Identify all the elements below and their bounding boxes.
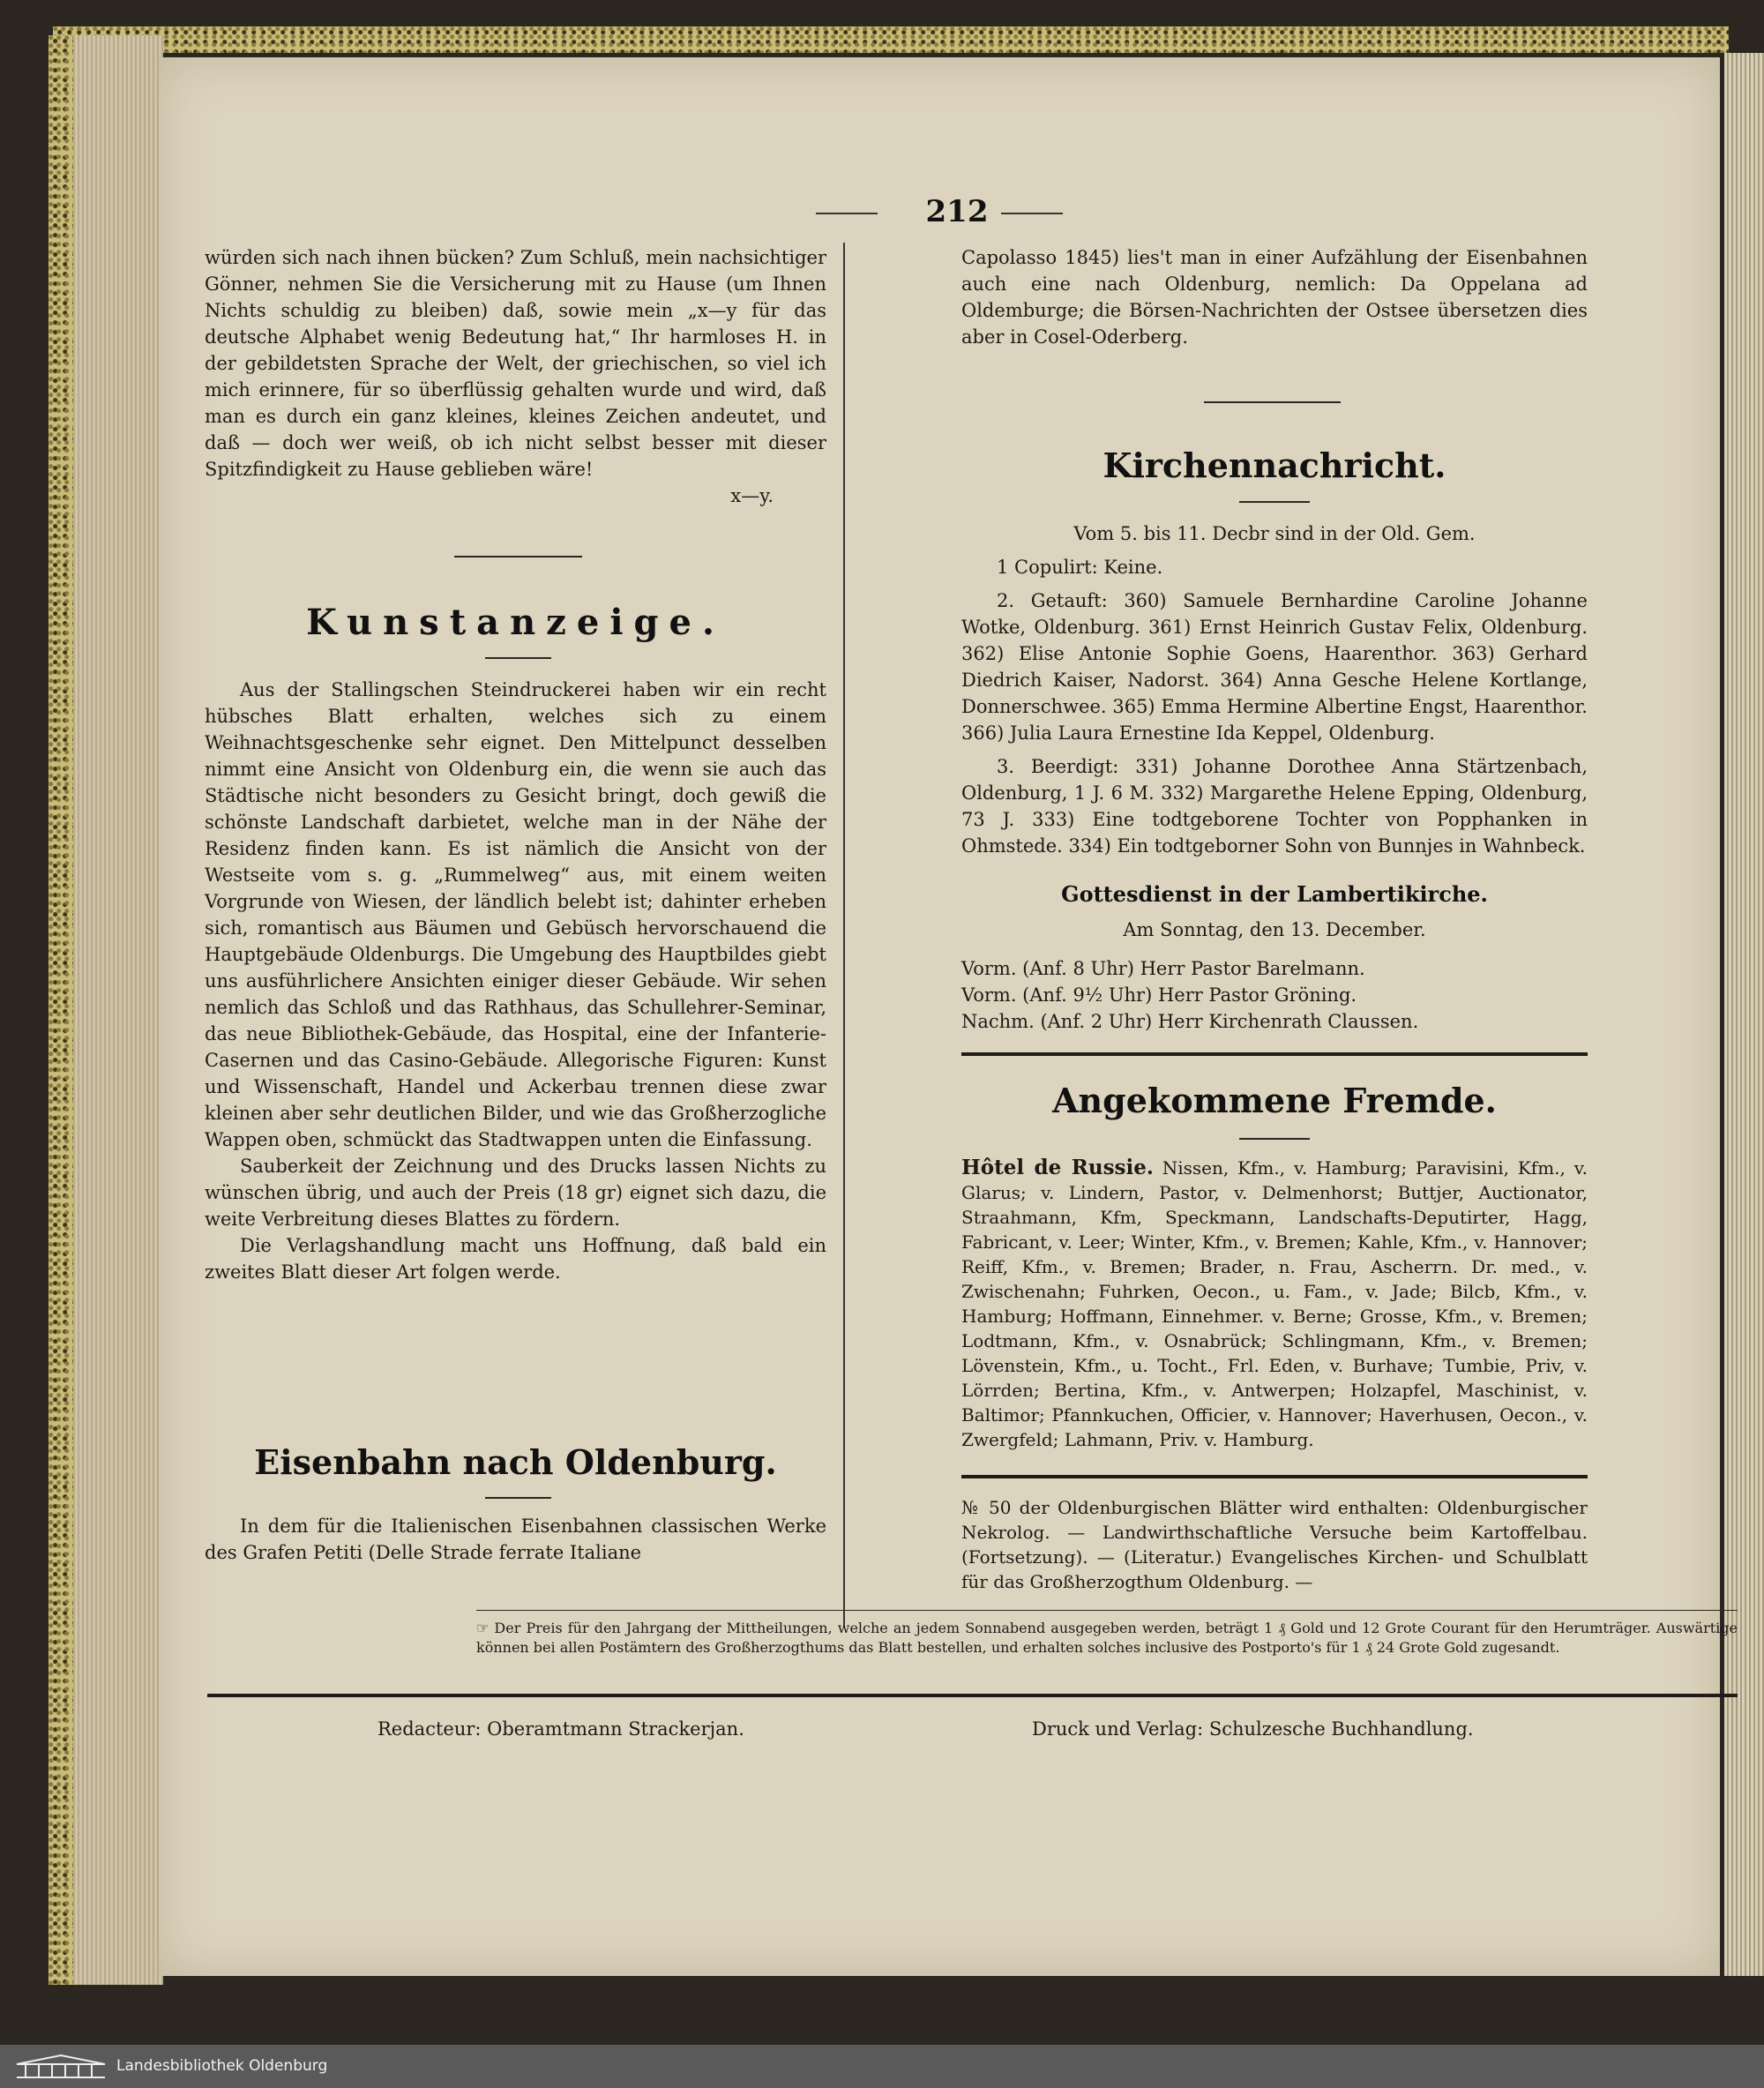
book-cover-top-edge xyxy=(53,26,1729,53)
service-item: Vorm. (Anf. 8 Uhr) Herr Pastor Barelmann. xyxy=(961,958,1365,979)
newspaper-page xyxy=(159,57,1738,1976)
kunstanzeige-paragraph-1: Aus der Stallingschen Steindruckerei haben wir ein recht hübsches Blatt erhalten, welches sich zu einem Weihnachtsgeschenke sehr eignet. Den Mittelpunct desselben nimmt eine Ansicht von Oldenburg ein, die wenn sie auch das Städtische nicht besonders zu Gesicht bringt, doch gewiß die schönste Landschaft darbietet, welche man in der Nähe der Residenz finden kann. Es ist nämlich die Ansicht von der Westseite vom s. g. „Rummelweg“ aus, mit einem weiten Vorgrunde von Wiesen, der ländlich belebt ist; dahinter erheben sich, romantisch aus Bäumen und Gebüsch hervorschauend die Hauptgebäude Oldenburgs. Die Umgebung des Hauptbildes giebt uns ausführlichere Ansichten einiger dieser Gebäude. Wir sehen nemlich das Schloß und das Rathhaus, das Schullehrer-Seminar, das neue Bibliothek-Gebäude, das Hospital, eine der Infanterie-Casernen und das Casino-Gebäude. Allegorische Figuren: Kunst und Wissenschaft, Handel und Ackerbau trennen diese zwar kleinen aber sehr deutlichen Bilder, und wie das Großherzogliche Wappen oben, schmückt das Stadtwappen unten die Einfassung. xyxy=(205,679,826,1150)
imprint-rule xyxy=(207,1694,1738,1697)
right-separator-rule xyxy=(1204,401,1341,403)
fremde-top-rule xyxy=(961,1052,1588,1056)
fremde-body xyxy=(961,1156,1588,1452)
beerdigt-text: 3. Beerdigt: 331) Johanne Dorothee Anna Stärtzenbach, Oldenburg, 1 J. 6 M. 332) Margarethe Helene Epping, Oldenburg, 73 J. 333) Eine todtgeborene Tochter von Popphanken in Ohmstede. 334) Ein todtgeborner Sohn von Bunnjes in Wahnbeck. xyxy=(961,756,1588,857)
kirchennachricht-title: Kirchennachricht. xyxy=(1102,445,1446,485)
imprint-redacteur: Redacteur: Oberamtmann Strackerjan. xyxy=(377,1718,744,1740)
eisenbahn-continued: Capolasso 1845) lies't man in einer Aufzählung der Eisenbahnen auch eine nach Oldenburg, nemlich: Da Oppelana ad Oldemburge; die Börsen-Nachrichten der Ostsee übersetzen dies aber in Cosel-Oderberg. xyxy=(961,247,1588,348)
intro-signature: x—y. xyxy=(730,485,774,506)
kunstanzeige-rule xyxy=(485,657,551,659)
kirchennachricht-rule xyxy=(1239,501,1310,503)
imprint-druck: Druck und Verlag: Schulzesche Buchhandlung. xyxy=(1032,1718,1474,1740)
gottesdienst-services xyxy=(961,955,1588,1035)
kunstanzeige-title: Kunstanzeige. xyxy=(306,602,725,643)
hotel-name: Hôtel de Russie. xyxy=(961,1156,1154,1179)
library-footer-bar xyxy=(0,2045,1764,2088)
kirchennachricht-body xyxy=(961,554,1588,859)
service-item: Vorm. (Anf. 9½ Uhr) Herr Pastor Gröning. xyxy=(961,984,1357,1006)
eisenbahn-body xyxy=(205,1513,826,1566)
kunstanzeige-paragraph-2: Sauberkeit der Zeichnung und des Drucks lassen Nichts zu wünschen übrig, und auch der Preis (18 gr) eignet sich dazu, die weite Verbreitung dieses Blattes zu fördern. xyxy=(205,1156,826,1230)
intro-paragraph: würden sich nach ihnen bücken? Zum Schluß, mein nachsichtiger Gönner, nehmen Sie die Versicherung mit zu Hause (um Ihnen Nichts schuldig zu bleiben) daß, sowie mein „x—y für das deutsche Alphabet wenig Bedeutung hat,“ Ihr harmloses H. in der gebildetsten Sprache der Welt, der griechischen, so viel ich mich erinnere, für so überflüssig gehalten wurde und wird, daß man es durch ein ganz kleines, kleines Zeichen andeutet, und daß — doch wer weiß, ob ich nicht selbst besser mit dieser Spitzfindigkeit zu Hause geblieben wäre! xyxy=(205,247,826,480)
eisenbahn-title: Eisenbahn nach Oldenburg. xyxy=(254,1442,777,1482)
eisenbahn-paragraph-start: In dem für die Italienischen Eisenbahnen classischen Werke des Grafen Petiti (Delle Strade ferrate Italiane xyxy=(205,1515,826,1563)
library-credit: Landesbibliothek Oldenburg xyxy=(116,2057,328,2075)
footer-note: ☞ Der Preis für den Jahrgang der Mittheilungen, welche an jedem Sonnabend ausgegeben werden, beträgt 1 ₰ Gold und 12 Grote Courant für den Herumträger. Auswärtige können bei allen Postämtern des Großherzogthums das Blatt bestellen, und erhalten solches inclusive des Postporto's für 1 ₰ 24 Grote Gold zugesandt. xyxy=(476,1620,1738,1656)
column-divider xyxy=(843,243,845,1628)
library-logo-icon xyxy=(12,2054,109,2080)
page-number-rule-right xyxy=(1001,213,1063,214)
page-number: 212 xyxy=(925,194,989,229)
kirchennachricht-subtitle: Vom 5. bis 11. Decbr sind in der Old. Gem. xyxy=(1073,523,1476,544)
next-issue-text: № 50 der Oldenburgischen Blätter wird enthalten: Oldenburgischer Nekrolog. — Landwirthschaftliche Versuche beim Kartoffelbau. (Fortsetzung). — (Literatur.) Evangelisches Kirchen- und Schulblatt für das Großherzogthum Oldenburg. — xyxy=(961,1497,1588,1592)
fremde-title: Angekommene Fremde. xyxy=(1052,1081,1497,1120)
kunstanzeige-body xyxy=(205,677,826,1285)
page-number-rule-left xyxy=(816,213,878,214)
book-cover-left-edge xyxy=(49,35,73,1985)
eisenbahn-rule xyxy=(485,1497,551,1499)
kunstanzeige-paragraph-3: Die Verlagshandlung macht uns Hoffnung, daß bald ein zweites Blatt dieser Art folgen werde. xyxy=(205,1235,826,1283)
gottesdienst-title: Gottesdienst in der Lambertikirche. xyxy=(1061,881,1488,907)
copulirt-text: 1 Copulirt: Keine. xyxy=(997,557,1163,578)
fremde-rule xyxy=(1239,1138,1310,1140)
gottesdienst-date: Am Sonntag, den 13. December. xyxy=(1123,919,1426,940)
left-intro-text xyxy=(205,244,826,509)
next-issue-rule xyxy=(961,1475,1588,1478)
service-item: Nachm. (Anf. 2 Uhr) Herr Kirchenrath Claussen. xyxy=(961,1011,1419,1032)
fremde-list: Nissen, Kfm., v. Hamburg; Paravisini, Kfm., v. Glarus; v. Lindern, Pastor, v. Delmenhorst; Buttjer, Auctionator, Straahmann, Kfm, Speckmann, Landschafts-Deputirter, Hagg, Fabricant, v. Leer; Winter, Kfm., v. Bremen; Kahle, Kfm., v. Hannover; Reiff, Kfm., v. Bremen; Brader, n. Frau, Ascherrn. Dr. med., v. Zwischenahn; Fuhrken, Oecon., u. Fam., v. Jade; Bilcb, Kfm., v. Hamburg; Hoffmann, Einnehmer. v. Berne; Grosse, Kfm., v. Bremen; Lodtmann, Kfm., v. Osnabrück; Schlingmann, Kfm., v. Bremen; Lövenstein, Kfm., u. Tocht., Frl. Eden, v. Burhave; Tumbie, Priv, v. Lörrden; Bertina, Kfm., v. Antwerpen; Holzapfel, Maschinist, v. Baltimor; Pfannkuchen, Officier, v. Hannover; Haverhusen, Oecon., v. Zwergfeld; Lahmann, Priv. v. Hamburg. xyxy=(961,1157,1588,1450)
separator-rule xyxy=(454,556,582,558)
getauft-text: 2. Getauft: 360) Samuele Bernhardine Caroline Johanne Wotke, Oldenburg. 361) Ernst Heinrich Gustav Felix, Oldenburg. 362) Elise Antonie Sophie Goens, Haarenthor. 363) Gerhard Diedrich Kaiser, Nadorst. 364) Anna Gesche Helene Kortlange, Donnerschwee. 365) Emma Hermine Albertine Engst, Haarenthor. 366) Julia Laura Ernestine Ida Keppel, Oldenburg. xyxy=(961,590,1588,744)
book-page-edges-right xyxy=(1724,53,1764,1976)
footer-note-rule xyxy=(476,1610,1738,1611)
